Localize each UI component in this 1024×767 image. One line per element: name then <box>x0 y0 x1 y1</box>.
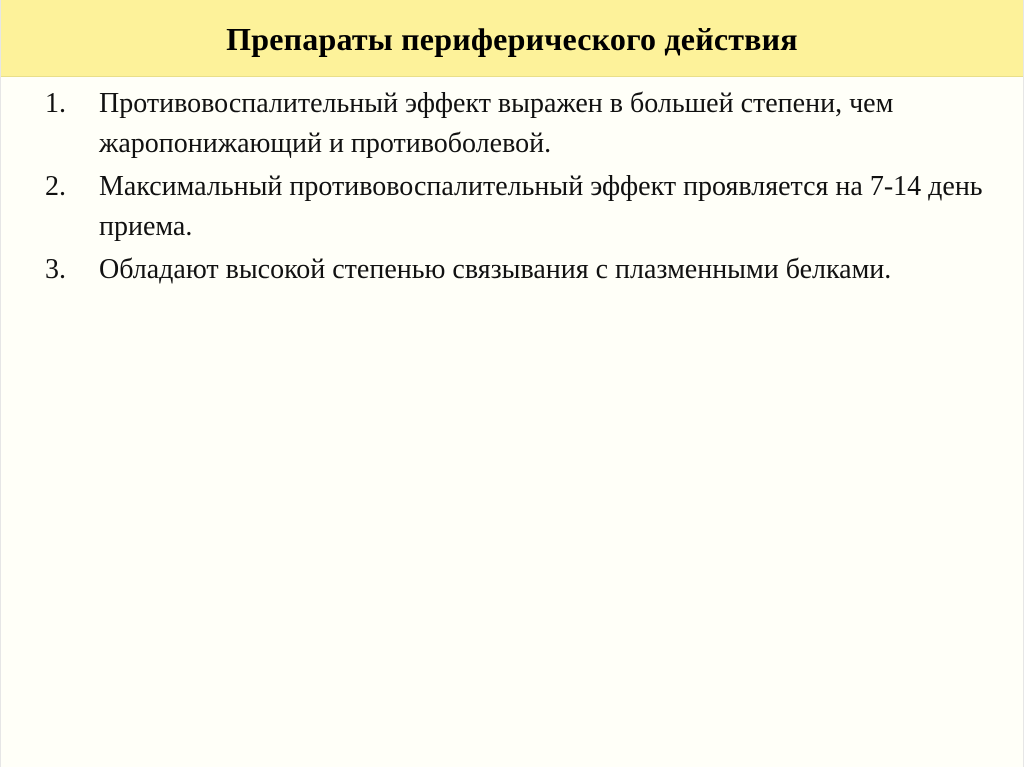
slide-title: Препараты периферического действия <box>226 20 798 57</box>
list-item-text: Обладают высокой степенью связывания с плазменными белками. <box>99 254 892 285</box>
list-item-text: Противовоспалительный эффект выражен в большей степени, чем жаропонижающий и противоболевой. <box>99 88 894 159</box>
numbered-list <box>45 84 1005 293</box>
list-item-number: 3. <box>45 254 66 285</box>
list-item-number: 1. <box>45 88 66 119</box>
list-item <box>45 250 1005 290</box>
list-item-text: Максимальный противовоспалительный эффект проявляется на 7-14 день приема. <box>99 171 983 242</box>
list-item <box>45 84 1005 164</box>
list-item-number: 2. <box>45 171 66 202</box>
list-item <box>45 167 1005 247</box>
title-band <box>1 0 1023 77</box>
